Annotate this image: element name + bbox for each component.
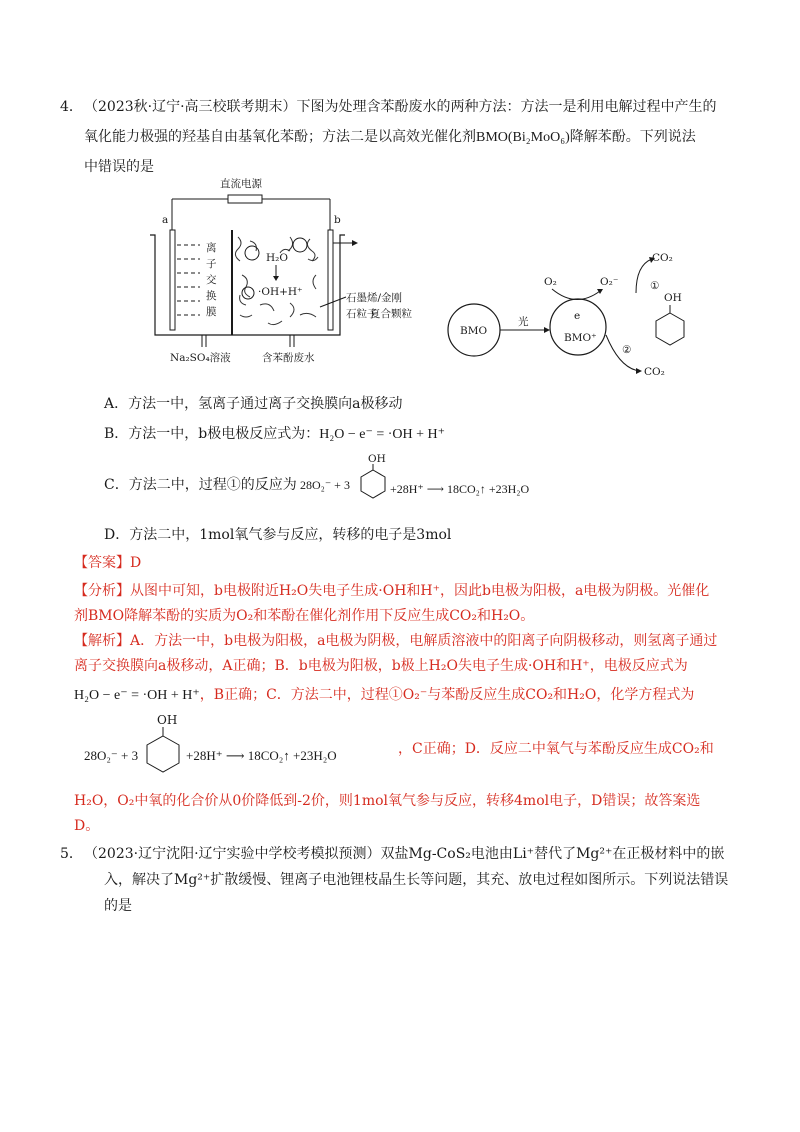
option-c[interactable]	[104, 474, 297, 494]
explain-line5: H₂O，O₂中氧的化合价从0价降低到-2价，则1mol氧气参与反应，转移4mol电子，D错误；故答案选	[74, 793, 701, 809]
q4-stem-line1: 下图为处理含苯酚废水的两种方法：方法一是利用电解过程中产生的	[296, 99, 717, 115]
membrane-char-1: 离	[206, 242, 217, 254]
particle-label-1: 石墨烯/金刚	[346, 292, 403, 304]
q4-stem-line2	[84, 126, 696, 146]
power-source-label: 直流电源	[220, 178, 262, 190]
analysis-text1: 从图中可知，b电极附近H₂O失电子生成·OH和H⁺，因此b电极为阳极，a电极为阴极。光催化	[130, 583, 710, 599]
na2so4-label: Na₂SO₄溶液	[170, 352, 231, 364]
option-c-text: C．方法二中，过程①的反应为	[104, 477, 297, 493]
o2-minus-label: O₂⁻	[600, 276, 619, 288]
option-a[interactable]: A．方法一中，氢离子通过离子交换膜向a极移动	[104, 396, 403, 412]
explain-line4: ，C正确；D．反应二中氧气与苯酚反应生成CO₂和	[398, 741, 714, 757]
power-source-box	[228, 195, 262, 203]
q5-source: （2023·辽宁沈阳·辽宁实验中学校考模拟预测）	[84, 846, 381, 862]
electrolysis-diagram	[140, 175, 440, 370]
explain-phenol-icon	[144, 712, 182, 776]
electrode-a	[170, 230, 175, 330]
phenol-oh-label: OH	[664, 292, 682, 304]
particle-label-2: 石粒子	[346, 308, 378, 320]
q4-stem-line3: 中错误的是	[84, 159, 154, 175]
explain-eq-right: +28H⁺ ⟶ 18CO₂↑ +23H₂O	[186, 748, 337, 763]
q5-stem1: 双盐Mg-CoS₂电池由Li⁺替代了Mg²⁺在正极材料中的嵌	[380, 846, 725, 862]
explain-label: 【解析】	[74, 633, 130, 649]
q5-line2: 入，解决了Mg²⁺扩散缓慢、锂离子电池锂枝晶生长等问题，其充、放电过程如图所示。下列说法错误	[104, 872, 729, 888]
membrane-char-4: 换	[206, 290, 217, 302]
option-d[interactable]: D．方法二中，1mol氧气参与反应，转移的电子是3mol	[104, 527, 452, 543]
photocatalysis-diagram	[440, 245, 700, 385]
explain-text1: A．方法一中，b电极为阳极，a电极为阴极，电解质溶液中的阳离子向阴极移动，则氢离子通过	[130, 633, 718, 649]
membrane-char-5: 膜	[206, 306, 217, 318]
analysis-line2: 剂BMO降解苯酚的实质为O₂和苯酚在催化剂作用下反应生成CO₂和H₂O。	[74, 608, 535, 624]
bmo-plus-label: BMO⁺	[564, 332, 597, 344]
option-c-right: +28H⁺ ⟶ 18CO₂↑ +23H₂O	[390, 482, 530, 496]
particle-label-3: 复合颗粒	[370, 308, 412, 320]
option-b-text: B．方法一中，b极电极反应式为：	[104, 426, 320, 442]
explain-line1	[74, 630, 717, 650]
explain-oh: OH	[157, 713, 178, 727]
electrode-a-label: a	[162, 214, 169, 226]
phenol-ring	[656, 313, 684, 345]
oh-label: ·OH+H⁺	[258, 286, 303, 298]
q4-source-text: （2023秋·辽宁·高三校联考期末）	[84, 99, 297, 115]
option-c-oh: OH	[368, 453, 386, 465]
co2-top-label: CO₂	[652, 252, 673, 264]
electron-label: e	[574, 310, 581, 322]
analysis-label: 【分析】	[74, 583, 130, 599]
light-label: 光	[518, 316, 529, 328]
q5-line1	[84, 843, 724, 863]
explain-equation-b: H₂O − e⁻ = ·OH + H⁺	[74, 688, 200, 703]
electrode-b-label: b	[334, 214, 341, 226]
o2-label: O₂	[544, 276, 557, 288]
option-b[interactable]	[104, 423, 445, 443]
membrane-char-2: 子	[206, 258, 217, 270]
option-b-equation: H₂O − e⁻ = ·OH + H⁺	[319, 427, 446, 442]
bmo-label: BMO	[460, 325, 488, 337]
q5-number: 5．	[60, 846, 83, 862]
explain-eq-left: 28O₂⁻ + 3	[84, 748, 139, 763]
bmo-excited-circle	[550, 299, 606, 355]
process-1-label: ①	[650, 280, 660, 292]
explain-line3	[74, 684, 694, 704]
q5-line3: 的是	[104, 898, 132, 914]
waste-label: 含苯酚废水	[262, 352, 315, 364]
answer-line: 【答案】D	[74, 555, 142, 571]
q4-stem2a: 氧化能力极强的羟基自由基氧化苯酚；方法二是以高效光催化剂	[84, 129, 476, 145]
q4-stem2b: 降解苯酚。下列说法	[569, 129, 696, 145]
analysis-line1	[74, 580, 709, 600]
explain-text3: ，B正确；C．方法二中，过程①O₂⁻与苯酚反应生成CO₂和H₂O，化学方程式为	[199, 687, 695, 703]
option-c-left: 28O₂⁻ + 3	[300, 478, 350, 492]
q4-source	[84, 96, 717, 116]
electrode-b	[328, 230, 333, 330]
q4-number: 4．	[60, 99, 83, 115]
h2o-label: H₂O	[266, 252, 288, 264]
composite-particles	[235, 237, 318, 325]
co2-bottom-label: CO₂	[644, 366, 665, 378]
q4-bmo-formula: BMO(Bi₂MoO₆)	[476, 130, 570, 145]
option-c-phenol-icon	[358, 452, 388, 500]
cell-container	[150, 235, 345, 335]
explain-line2: 离子交换膜向a极移动，A正确；B．b电极为阳极，b极上H₂O失电子生成·OH和H⁺，电极反应式为	[74, 658, 688, 674]
process-2-label: ②	[622, 344, 632, 356]
explain-line6: D。	[74, 818, 100, 834]
membrane-char-3: 交	[206, 274, 217, 286]
